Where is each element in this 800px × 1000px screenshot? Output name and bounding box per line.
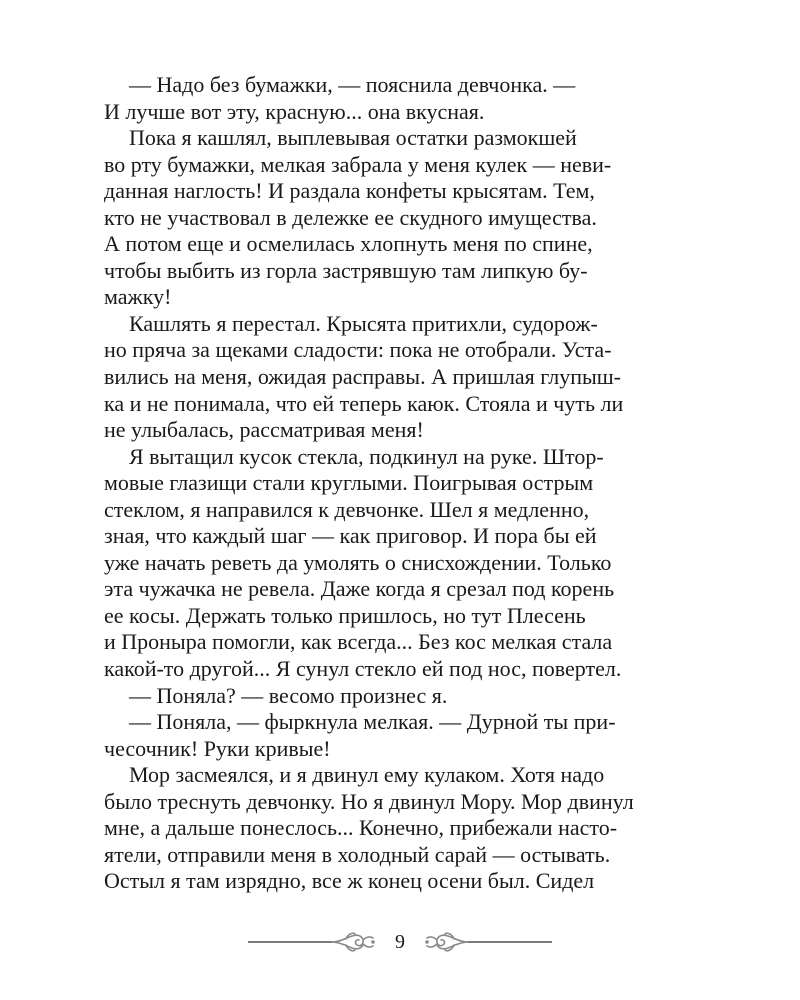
flourish-left-icon — [330, 928, 376, 956]
text-line: ка и не понимала, что ей теперь каюк. Стояла и чуть ли — [104, 390, 624, 416]
text-line: было треснуть девчонку. Но я двинул Мору. Мор двинул — [104, 788, 634, 814]
body-text — [104, 72, 699, 895]
text-line: уже начать реветь да умолять о снисхождении. Только — [104, 549, 612, 575]
text-line: и Проныра помогли, как всегда... Без кос мелкая стала — [104, 629, 613, 655]
text-line: чесочник! Руки кривые! — [104, 735, 331, 761]
text-line: Кашлять я перестал. Крысята притихли, судорож- — [129, 310, 598, 336]
text-line: вились на меня, ожидая расправы. А пришлая глупыш- — [104, 364, 622, 390]
text-line: стеклом, я направился к девчонке. Шел я медленно, — [104, 496, 590, 522]
page-footer — [0, 922, 800, 962]
text-line: И лучше вот эту, красную... она вкусная. — [104, 98, 485, 124]
text-line: ятели, отправили меня в холодный сарай — остывать. — [104, 841, 611, 867]
text-line: мовые глазищи стали круглыми. Поигрывая острым — [104, 470, 594, 496]
text-line: во рту бумажки, мелкая забрала у меня кулек — неви- — [104, 151, 612, 177]
text-line: Мор засмеялся, и я двинул ему кулаком. Хотя надо — [129, 762, 605, 788]
text-line: Остыл я там изрядно, все ж конец осени был. Сидел — [104, 868, 595, 894]
text-line: Я вытащил кусок стекла, подкинул на руке. Штор- — [129, 443, 604, 469]
flourish-right-icon — [424, 928, 470, 956]
text-line: но пряча за щеками сладости: пока не отобрали. Уста- — [104, 337, 612, 363]
text-line: какой-то другой... Я сунул стекло ей под нос, повертел. — [104, 656, 622, 682]
footer-rule-left — [248, 941, 332, 943]
text-line: А потом еще и осмелилась хлопнуть меня по спине, — [104, 231, 593, 257]
text-line: чтобы выбить из горла застрявшую там липкую бу- — [104, 257, 588, 283]
page-number: 9 — [395, 931, 405, 953]
text-line: ее косы. Держать только пришлось, но тут Плесень — [104, 602, 586, 628]
text-line: мажку! — [104, 284, 172, 310]
text-line: мне, а дальше понеслось... Конечно, прибежали насто- — [104, 815, 618, 841]
text-line: кто не участвовал в дележке ее скудного имущества. — [104, 204, 597, 230]
text-line: не улыбалась, рассматривая меня! — [104, 417, 424, 443]
text-line: зная, что каждый шаг — как приговор. И пора бы ей — [104, 523, 597, 549]
text-line: эта чужачка не ревела. Даже когда я срезал под корень — [104, 576, 615, 602]
text-line: Пока я кашлял, выплевывая остатки размокшей — [129, 125, 577, 151]
text-line: — Поняла, — фыркнула мелкая. — Дурной ты при- — [129, 709, 616, 735]
text-line: — Надо без бумажки, — пояснила девчонка. — — [129, 72, 576, 97]
footer-rule-right — [468, 941, 552, 943]
text-line: данная наглость! И раздала конфеты крысятам. Тем, — [104, 178, 595, 204]
text-line: — Поняла? — весомо произнес я. — [129, 682, 448, 708]
